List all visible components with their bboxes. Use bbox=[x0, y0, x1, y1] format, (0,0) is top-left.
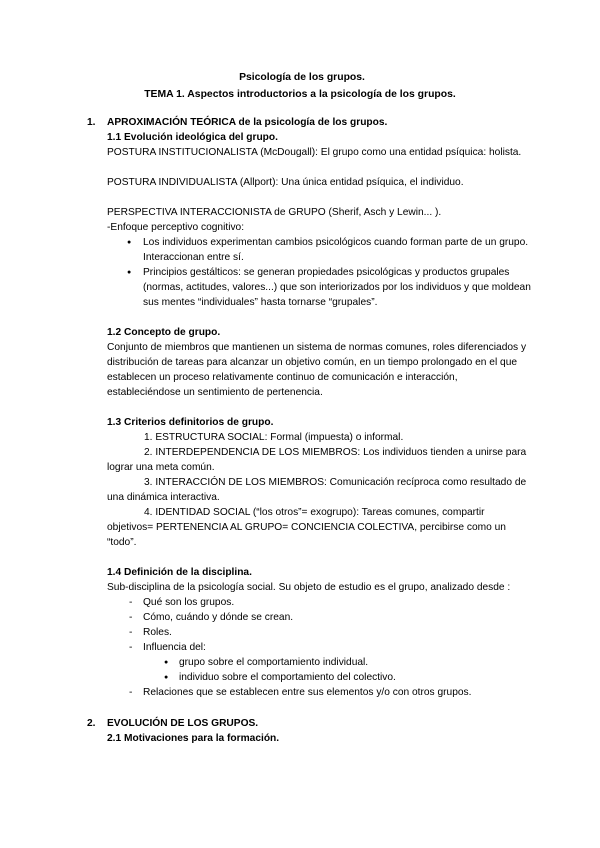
document-body bbox=[87, 115, 532, 746]
paragraph-institucionalista: POSTURA INSTITUCIONALISTA (McDougall): El grupo como una entidad psíquica: holista. bbox=[107, 147, 522, 158]
subsection-1-4-heading: 1.4 Definición de la disciplina. bbox=[107, 567, 252, 578]
subsection-1-3-heading: 1.3 Criterios definitorios de grupo. bbox=[107, 417, 274, 428]
document-subtitle: TEMA 1. Aspectos introductorios a la psicología de los grupos. bbox=[144, 89, 456, 100]
criterion-item: 1. ESTRUCTURA SOCIAL: Formal (impuesta) o informal. bbox=[144, 432, 404, 443]
section-2-title: EVOLUCIÓN DE LOS GRUPOS. bbox=[107, 718, 259, 729]
section-1-number: 1. bbox=[87, 117, 96, 128]
list-item: - Qué son los grupos. bbox=[107, 595, 532, 610]
paragraph-individualista: POSTURA INDIVIDUALISTA (Allport): Una única entidad psíquica, el individuo. bbox=[107, 177, 464, 188]
sub-bullet-list-influencia bbox=[107, 655, 532, 685]
dash-list-disciplina bbox=[107, 595, 532, 655]
list-item: - Influencia del: bbox=[107, 640, 532, 655]
list-item: ● individuo sobre el comportamiento del colectivo. bbox=[107, 670, 532, 685]
list-item: ● Los individuos experimentan cambios psicológicos cuando forman parte de un grupo. Interaccionan entre sí. bbox=[107, 235, 532, 265]
list-item: - Roles. bbox=[107, 625, 532, 640]
section-2-heading bbox=[87, 716, 532, 731]
subsection-2-1-heading: 2.1 Motivaciones para la formación. bbox=[107, 733, 280, 744]
subsection-1-1-heading: 1.1 Evolución ideológica del grupo. bbox=[107, 132, 278, 143]
list-item: ● grupo sobre el comportamiento individual. bbox=[107, 655, 532, 670]
list-item: ● Principios gestálticos: se generan propiedades psicológicas y productos grupales (normas, actitudes, valores...) que son interiorizados por los individuos y que moldean sus mentes “individuales” hasta tornarse “grupales”. bbox=[107, 265, 532, 310]
bullet-list-enfoque bbox=[107, 235, 532, 310]
criterion-item: 3. INTERACCIÓN DE LOS MIEMBROS: Comunicación recíproca como resultado de una dinámica interactiva. bbox=[107, 477, 527, 503]
section-1-title: APROXIMACIÓN TEÓRICA de la psicología de los grupos. bbox=[107, 117, 388, 128]
paragraph-definicion: Sub-disciplina de la psicología social. Su objeto de estudio es el grupo, analizado desde : bbox=[107, 582, 511, 593]
list-item: - Cómo, cuándo y dónde se crean. bbox=[107, 610, 532, 625]
paragraph-concepto-grupo: Conjunto de miembros que mantienen un sistema de normas comunes, roles diferenciados y distribución de tareas para alcanzar un objetivo común, en un tiempo prolongado en el que establecen un proceso relativamente continuo de comunicación e interacción, estableciéndose un sentimiento de pertenencia. bbox=[107, 342, 527, 398]
criterion-item: 4. IDENTIDAD SOCIAL (“los otros”= exogrupo): Tareas comunes, compartir objetivos= PERTENENCIA AL GRUPO= CONCIENCIA COLECTIVA, percibirse como un “todo”. bbox=[107, 507, 506, 548]
document-title: Psicología de los grupos. bbox=[239, 72, 365, 83]
paragraph-interaccionista: PERSPECTIVA INTERACCIONISTA de GRUPO (Sherif, Asch y Lewin... ). bbox=[107, 207, 442, 218]
subsection-1-2-heading: 1.2 Concepto de grupo. bbox=[107, 327, 221, 338]
section-1-heading bbox=[87, 115, 532, 130]
criterion-item: 2. INTERDEPENDENCIA DE LOS MIEMBROS: Los individuos tienden a unirse para lograr una meta común. bbox=[107, 447, 527, 473]
paragraph-enfoque: -Enfoque perceptivo cognitivo: bbox=[107, 222, 245, 233]
section-2-number: 2. bbox=[87, 718, 96, 729]
list-item: - Relaciones que se establecen entre sus elementos y/o con otros grupos. bbox=[107, 685, 532, 700]
dash-list-relaciones bbox=[107, 685, 532, 700]
title-block bbox=[0, 69, 600, 103]
